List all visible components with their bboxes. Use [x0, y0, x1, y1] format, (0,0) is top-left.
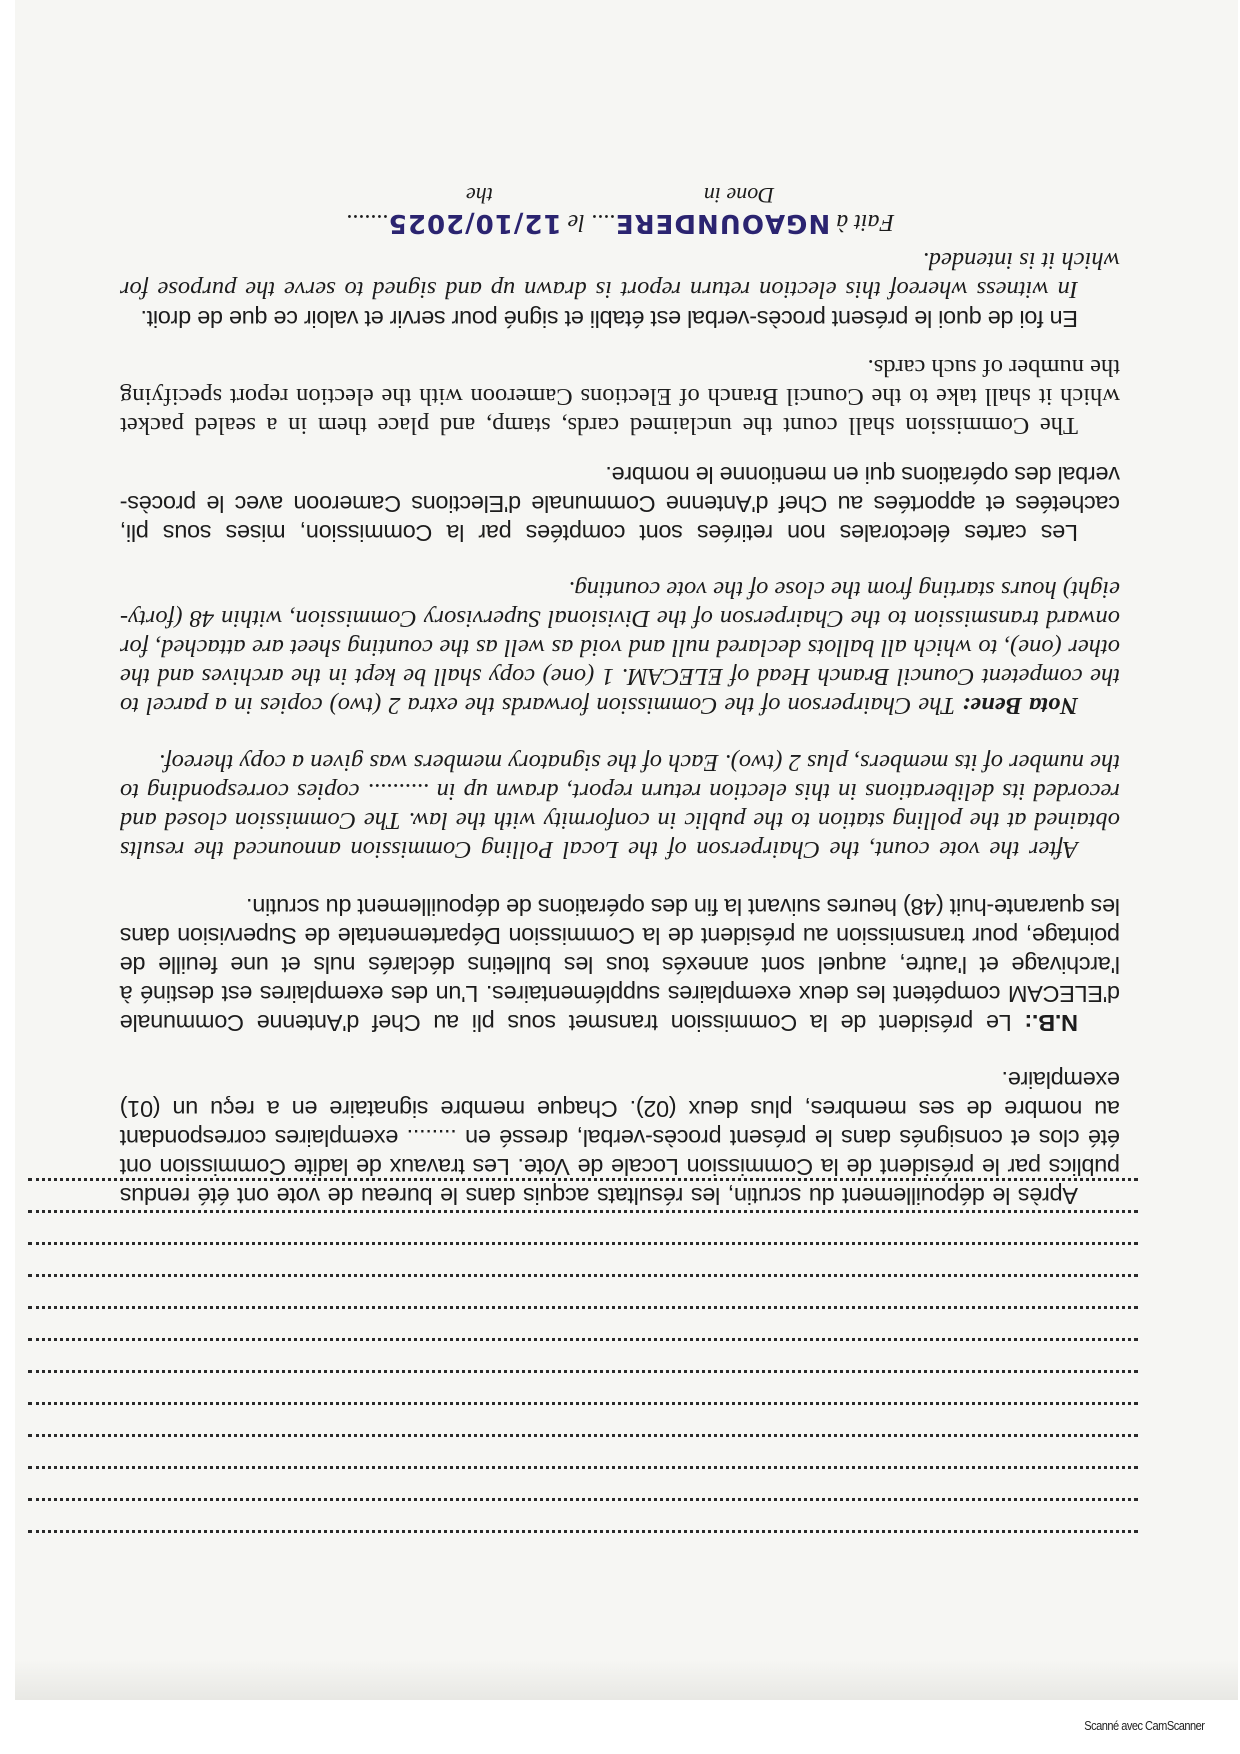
dotted-line: [28, 1210, 1138, 1242]
dotted-line: [28, 1306, 1138, 1338]
handwritten-place: NGAOUNDERE: [614, 208, 831, 238]
fait-label: Fait à: [836, 209, 895, 235]
page-content: [15, 0, 1238, 1700]
paragraph-witness-en: In witness whereof this election return report is drawn up and signed to serve the purpose for which it is intended.: [120, 247, 1120, 303]
dotted-line: [28, 1498, 1138, 1530]
paragraph-results-fr: Après le dépouillement du scrutin, les résultats acquis dans le bureau de vote ont été rendus publics par le président de la Commission Locale de Vote. Les travaux de ladite Commission ont été clos et consignés dans le présent procès-verbal, dressé en ........ exemplaires correspondant au nombre de ses membres, plus deux (02). Chaque membre signataire en a reçu un (01) exemplaire.: [120, 1067, 1120, 1209]
nb-label: N.B.:: [1024, 1010, 1078, 1036]
the-label: the: [465, 183, 493, 208]
dotted-line: [28, 1466, 1138, 1498]
nb-text: Le président de la Commission transmet sous pli au Chef d'Antenne Communale d'ELECAM compétent les deux exemplaires supplémentaires. L'un des exemplaires est destiné à l'archivage et l'autre, auquel sont annexés tous les bulletins déclarés nuls et une feuille de pointage, pour transmission au président de la Commission Départementale de Supervision dans les quarante-huit (48) heures suivant la fin des opérations de dépouillement du scrutin.: [120, 894, 1120, 1036]
scanned-page: [15, 0, 1238, 1700]
paragraph-cards-fr: Les cartes électorales non retirées sont comptées par la Commission, mises sous pli, cachetées et apportées au Chef d'Antenne Communale d'Elections Cameroon avec le procès-verbal des opérations qui en mentionne le nombre.: [120, 462, 1120, 546]
paragraph-nb-fr: [120, 892, 1120, 1037]
paragraph-cards-en: The Commission shall count the unclaimed cards, stamp, and place them in a sealed packet which it shall take to the Council Branch of Elections Cameroon with the election report specifying the number of such cards.: [120, 354, 1120, 439]
camscanner-watermark: Scanné avec CamScanner: [1083, 1718, 1204, 1733]
dotted-line: [28, 1370, 1138, 1402]
dotted-line: [28, 1402, 1138, 1434]
dotted-line: [28, 1242, 1138, 1274]
dotted-line: [28, 1274, 1138, 1306]
dotted-line: [28, 1434, 1138, 1466]
document-body: [120, 182, 1120, 1210]
le-label: le: [567, 209, 585, 235]
paragraph-witness-fr: En foi de quoi le présent procès-verbal est établi et signé pour servir et valoir ce que de droit.: [140, 306, 1078, 332]
paragraph-results-en: After the vote count, the Chairperson of the Local Polling Commission announced the results obtained at the polling station to the public in conformity with the law. The Commission closed and recorded its deliberations in this election return report, drawn up in .......... copies corresponding to the number of its members, plus 2 (two). Each of the signatory members was given a copy thereof.: [120, 749, 1120, 863]
nota-bene-label: Nota Bene:: [962, 692, 1078, 719]
done-in-label: Done in: [703, 183, 775, 208]
nota-bene-text: The Chairperson of the Commission forwards the extra 2 (two) copies in a parcel to the competent Council Branch Head of ELECAM. 1 (one) copy shall be kept in the archives and the other (one), to which all ballots declared null and void as well as the counting sheet are attached, for onward transmission to the Chairperson of the Divisional Supervisory Commission, within 48 (forty-eight) hours starting from the close of the vote counting.: [120, 576, 1120, 719]
signature-place-date: Fait à NGAOUNDERE.... le 12/10/2025.......: [345, 208, 895, 238]
paragraph-nota-bene-en: [120, 575, 1120, 720]
dotted-line: [28, 1530, 1138, 1562]
signature-english: [120, 182, 1120, 208]
dotted-line: [28, 1338, 1138, 1370]
blank-dotted-lines: [28, 1178, 1138, 1562]
handwritten-date: 12/10/2025: [387, 208, 562, 238]
